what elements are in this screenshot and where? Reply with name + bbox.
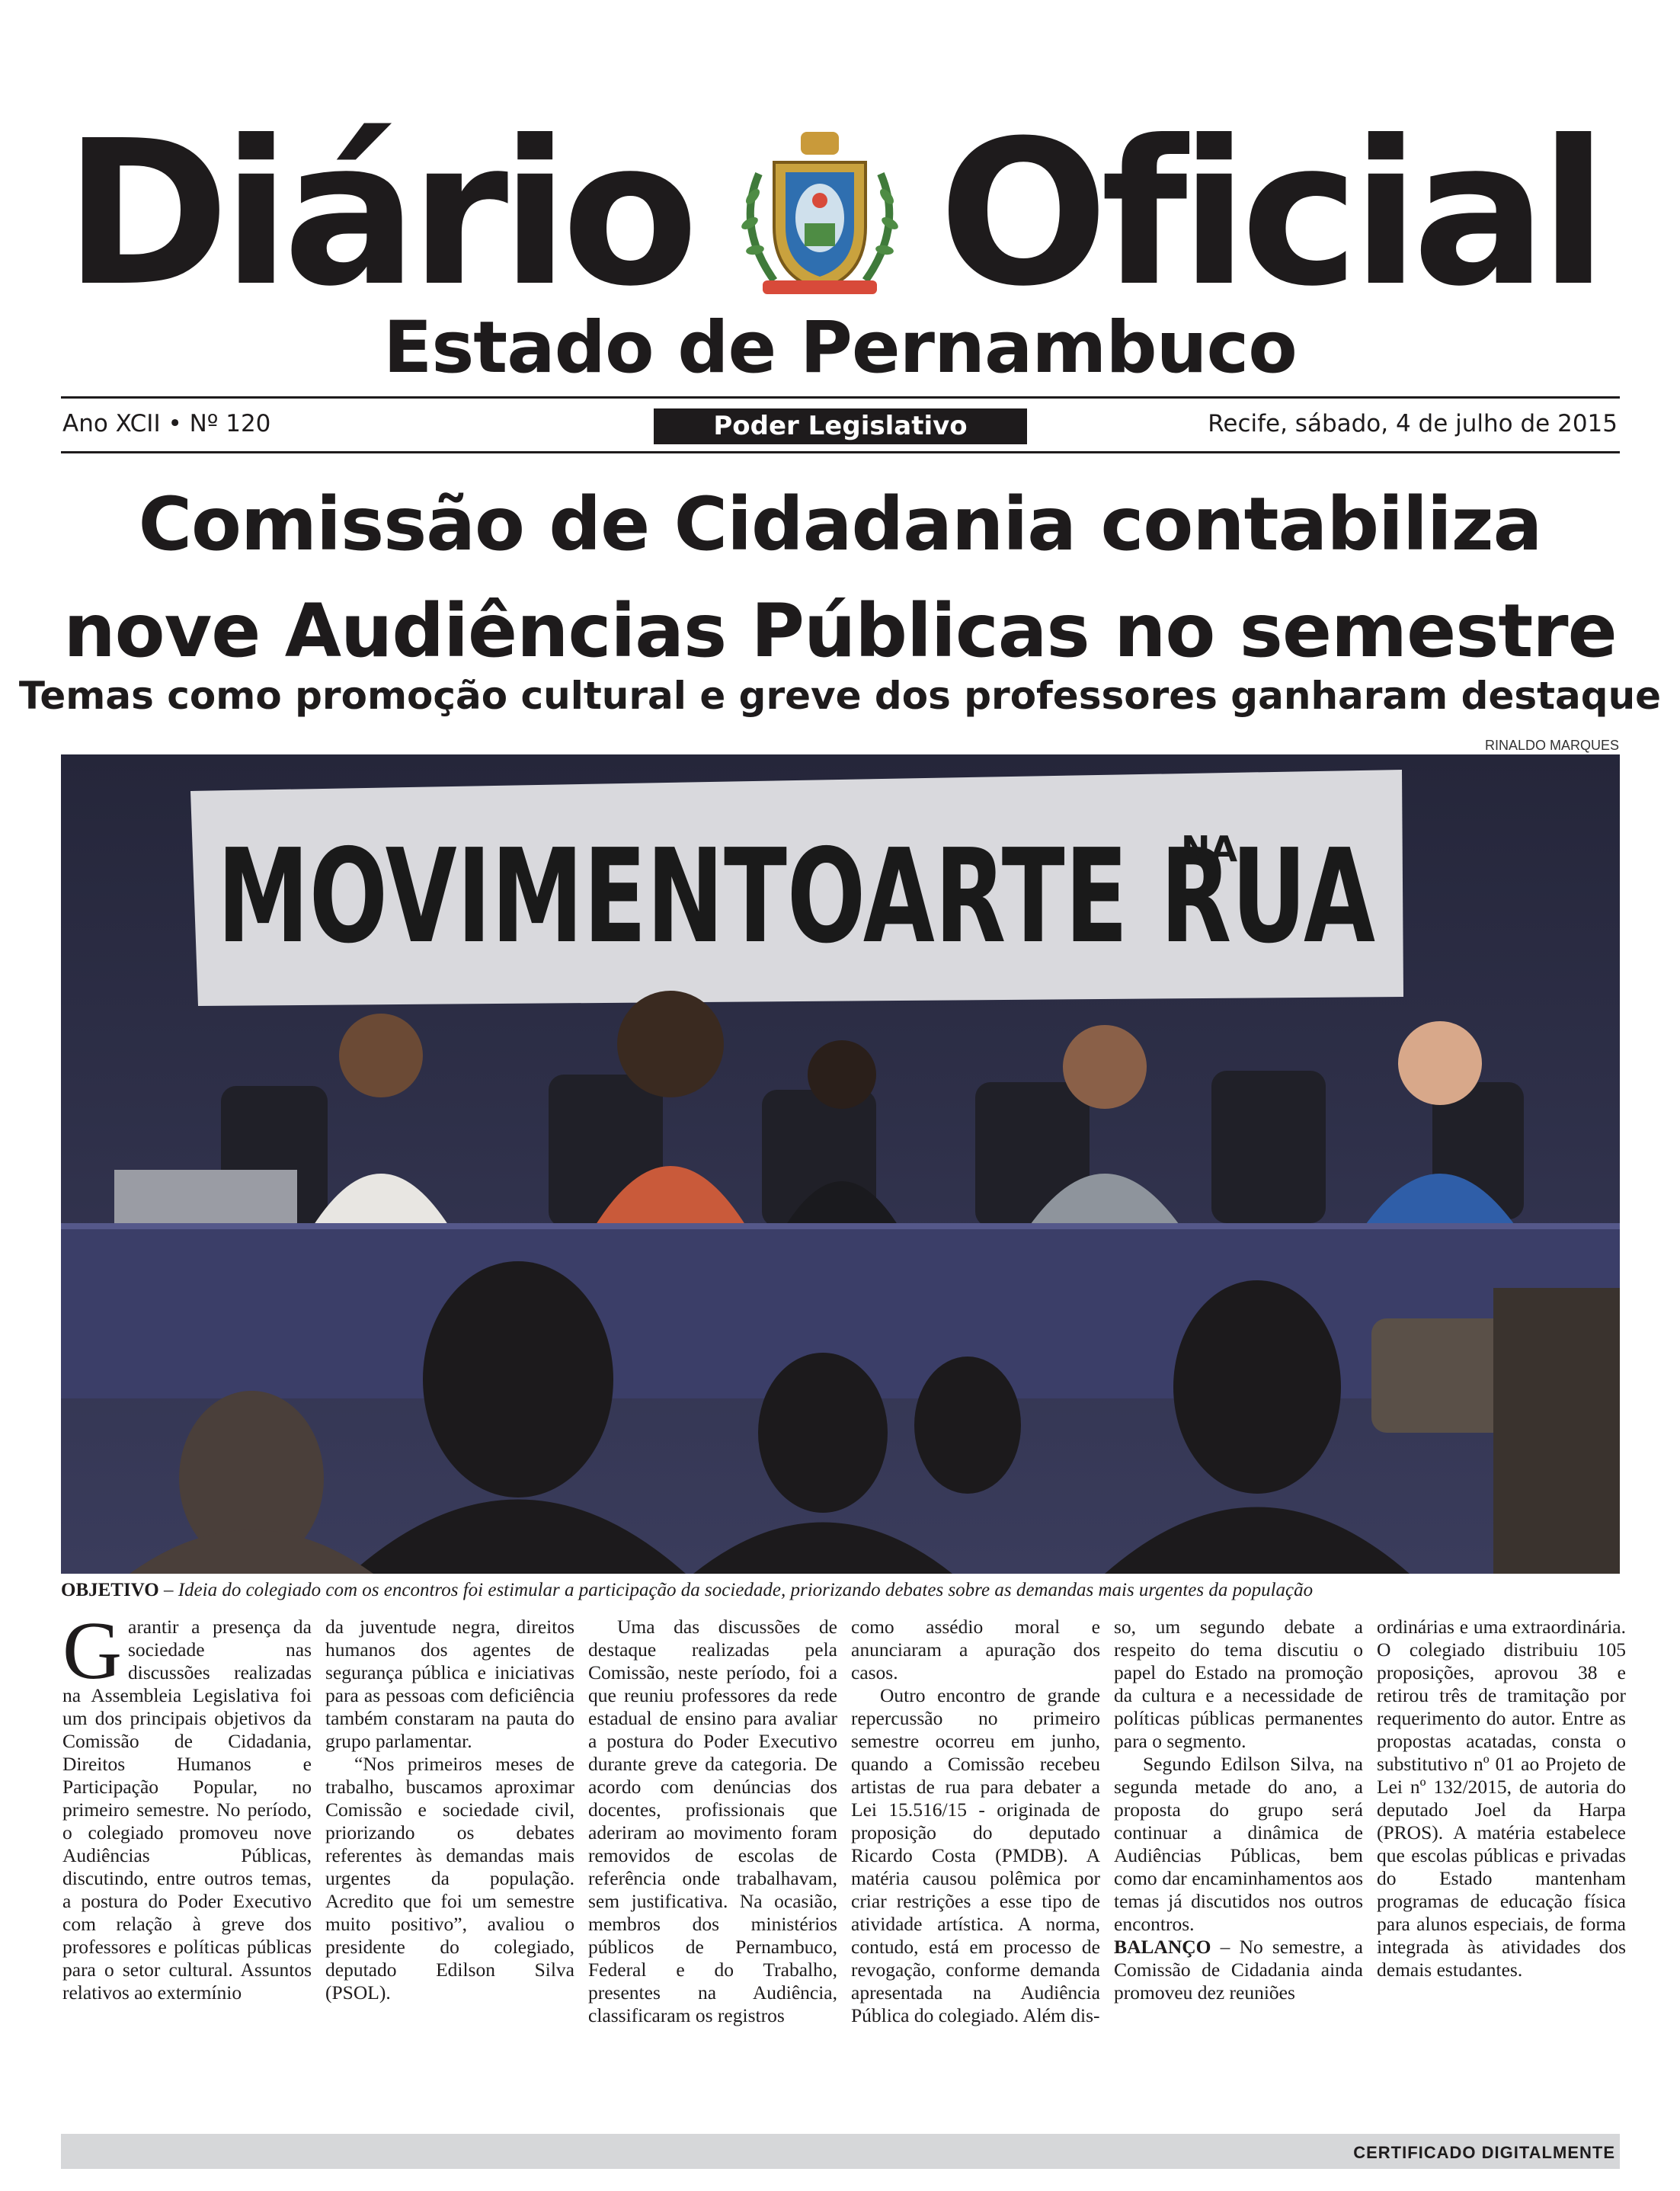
masthead-top-rule [61,396,1620,399]
article-column-5 [1114,1616,1363,2126]
masthead-title-right: Oficial [939,98,1601,330]
paragraph: “Nos primeiros meses de trabalho, buscamos aproximar Comissão e sociedade civil, priorizando os debates referentes às demandas mais urgentes da população. Acredito que foi um semestre muito positivo”, avaliou o presidente do colegiado, deputado Edilson Silva (PSOL). [325,1753,574,2004]
section-tag: Poder Legislativo [654,408,1027,444]
headline [0,471,1680,684]
photo-banner-text: MOVIMENTOARTE RUA [217,822,1375,972]
article-column-6 [1377,1616,1626,2126]
paragraph: Outro encontro de grande repercussão no primeiro semestre ocorreu em junho, quando a Comissão recebeu artistas de rua para debater a Lei 15.516/15 - originada de proposição do deputado Ricardo Costa (PMDB). A matéria causou polêmica por criar restrições a esse tipo de atividade artística. A norma, contudo, está em processo de revogação, conforme demanda apresentada na Audiência Pública do colegiado. Além dis- [851,1684,1100,2026]
subhead-runin: BALANÇO [1114,1936,1211,1958]
edition-number: Ano XCII • Nº 120 [62,410,271,437]
paragraph [1114,1936,1363,2004]
main-photo [61,754,1620,1574]
subheadline: Temas como promoção cultural e greve dos professores ganharam destaque [18,674,1662,718]
paragraph: Uma das discussões de destaque realizadas pela Comissão, neste período, foi a que reuniu professores da rede estadual de ensino para avaliar a postura do Poder Executivo durante greve da categoria. De acordo com denúncias dos docentes, profissionais que aderiram ao movimento foram removidos de escolas de referência onde trabalhavam, sem justificativa. Na ocasião, membros dos ministérios públicos de Pernambuco, Federal e do Trabalho, presentes na Audiência, classificaram os registros [588,1616,837,2026]
caption-text: – Ideia do colegiado com os encontros foi estimular a participação da sociedade, priorizando debates sobre as demandas mais urgentes da população [158,1580,1314,1600]
coat-of-arms-icon [728,128,911,303]
digital-certificate-label: CERTIFICADO DIGITALMENTE [1353,2143,1615,2162]
article-column-3 [588,1616,837,2126]
dateline: Recife, sábado, 4 de julho de 2015 [1208,410,1618,437]
paragraph: como assédio moral e anunciaram a apuração dos casos. [851,1616,1100,1683]
caption-label: OBJETIVO [61,1580,159,1600]
drop-cap: G [62,1616,122,1696]
article-column-1 [62,1616,312,2126]
paragraph: ordinárias e uma extraordinária. O colegiado distribuiu 105 proposições, aprovou 38 e retirou três de tramitação por requerimento do autor. Entre as propostas acatadas, consta o substitutivo nº 01 ao Projeto de Lei nº 132/2015, de autoria do deputado Joel da Harpa (PROS). A matéria estabelece que escolas públicas e privadas do Estado mantenham programas de educação física para alunos especiais, de forma integrada às atividades dos demais estudantes. [1377,1616,1626,1981]
headline-line-2: nove Audiências Públicas no semestre [63,588,1617,674]
photo-credit: RINALDO MARQUES [1484,738,1619,753]
paragraph: so, um segundo debate a respeito do tema discutiu o papel do Estado na promoção da cultura e a necessidade de políticas públicas permanentes para o segmento. [1114,1616,1363,1752]
masthead-subtitle: Estado de Pernambuco [383,306,1297,389]
article-column-4 [851,1616,1100,2126]
photo-banner-small: NA [1181,828,1238,870]
paragraph: Segundo Edilson Silva, na segunda metade do ano, a proposta do grupo será continuar a dinâmica de Audiências Públicas, bem como dar encaminhamentos aos temas já discutidos nos outros encontros. [1114,1753,1363,1935]
article-column-2 [325,1616,574,2126]
paragraph: arantir a presença da sociedade nas discussões realizadas na Assembleia Legislativa foi um dos principais objetivos da Comissão de Cidadania, Direitos Humanos e Participação Popular, no primeiro semestre. No período, o colegiado promoveu nove Audiências Públicas, discutindo, entre outros temas, a postura do Poder Executivo com relação à greve dos professores e políticas públicas para o setor cultural. Assuntos relativos ao extermínio [62,1616,312,2004]
paragraph: da juventude negra, direitos humanos dos agentes de segurança pública e iniciativas para as pessoas com deficiência também constaram na pauta do grupo parlamentar. [325,1616,574,1752]
masthead-title-left: Diário [64,98,692,330]
photo-caption [61,1579,1620,1602]
paragraph-text: – No semestre, a Comissão de Cidadania ainda promoveu dez reuniões [1114,1936,1363,2004]
masthead-bottom-rule [61,451,1620,453]
headline-line-1: Comissão de Cidadania contabiliza [138,482,1542,567]
